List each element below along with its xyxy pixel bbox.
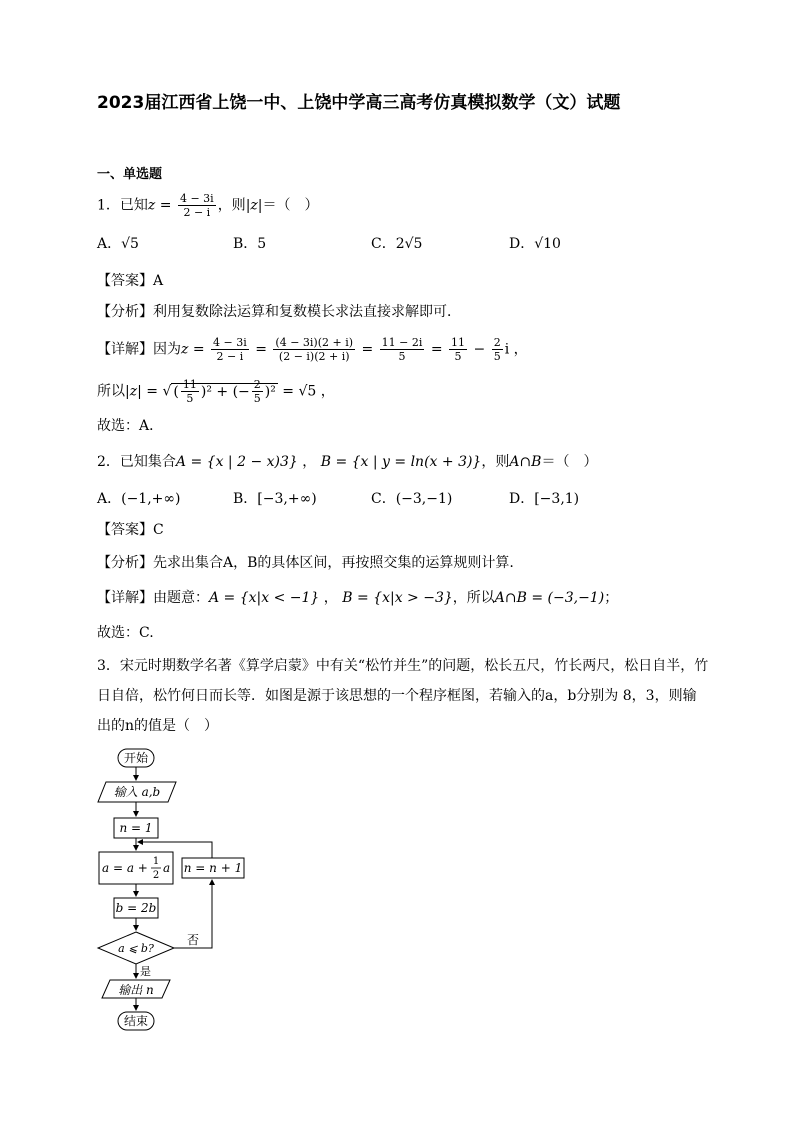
q2-set-a: A = {x | 2 − x)3} bbox=[175, 454, 298, 470]
q1-fraction bbox=[178, 192, 216, 219]
flow-step-a-den: 2 bbox=[152, 870, 160, 881]
q1-option-d: D．√10 bbox=[509, 236, 561, 252]
q2-op: A∩B bbox=[509, 454, 542, 470]
q1-detail-prefix: 因为 bbox=[153, 341, 181, 358]
flow-step-a-left: a = a + bbox=[102, 861, 148, 875]
q1-stem-mid: ，则 bbox=[217, 197, 246, 214]
flow-increment-label: n = n + 1 bbox=[183, 861, 243, 875]
q1-detail-line1: 【详解】因为z = $\frac{4 - 3i}{2 - i}$ = $\frac{(4 - 3i)(2 + i)}{(2 - i)(2 + i)}$ = $\frac{11 - 2i}{5}$ = $\frac{11}{5}$ − $\frac{2}{5}$ i ， bbox=[97, 336, 528, 363]
flow-input-label: 输入 a,b bbox=[113, 785, 161, 799]
q2-analysis bbox=[97, 553, 514, 573]
q2-set-b: B = {x | y = ln(x + 3)} bbox=[320, 454, 482, 470]
answer-tag: 【答案】 bbox=[97, 522, 153, 538]
q1-detail-line2: 所以|z| = √ ( $\frac{11}{5}$ )² + (− $\frac{2}{5}$ )² = √5 ， bbox=[97, 378, 335, 405]
flow-yes-label: 是 bbox=[140, 965, 151, 978]
q1-frac-num: 4 − 3i bbox=[179, 192, 214, 205]
q1-answer bbox=[97, 271, 163, 291]
q2-detail-prefix: 由题意： bbox=[153, 590, 209, 606]
flow-output-label: 输出 n bbox=[118, 983, 154, 997]
q1-stem-prefix: 1．已知 bbox=[97, 197, 148, 214]
analysis-tag: 【分析】 bbox=[97, 555, 153, 571]
page-title: 2023届江西省上饶一中、上饶中学高三高考仿真模拟数学（文）试题 bbox=[97, 93, 621, 113]
q2-detail-result: A∩B = (−3,−1) bbox=[494, 590, 605, 606]
q3-line1: 3．宋元时期数学名著《算学启蒙》中有关“松竹并生”的问题，松长五尺，竹长两尺，松日自半，竹 bbox=[97, 658, 709, 674]
flow-condition-label: a ⩽ b? bbox=[118, 942, 154, 955]
q3-line2: 日自倍，松竹何日而长等．如图是源于该思想的一个程序框图，若输入的a，b分别为 8，3，则输 bbox=[97, 688, 697, 704]
flow-start-label: 开始 bbox=[123, 751, 149, 765]
q1-answer-value: A bbox=[153, 273, 164, 289]
q2-stem: 2．已知集合A = {x | 2 − x)3} ， B = {x | y = ln(x + 3)}，则A∩B＝（ ） bbox=[97, 454, 598, 470]
q2-detail-a: A = {x|x < −1} bbox=[209, 590, 320, 606]
q1-detail-line2-prefix: 所以 bbox=[97, 383, 125, 400]
q2-answer bbox=[97, 520, 164, 540]
q2-stem-suffix: ＝（ ） bbox=[541, 454, 598, 470]
q2-detail-mid: ，所以 bbox=[452, 590, 495, 606]
q1-analysis-text: 利用复数除法运算和复数模长求法直接求解即可． bbox=[153, 304, 461, 320]
q1-frac-den: 2 − i bbox=[183, 206, 211, 219]
q1-option-a: A．√5 bbox=[97, 236, 139, 252]
flow-no-label: 否 bbox=[187, 933, 200, 947]
flow-end-label: 结束 bbox=[123, 1014, 149, 1028]
flow-step-a-num: 1 bbox=[152, 856, 160, 867]
q2-answer-value: C bbox=[153, 522, 164, 538]
answer-tag: 【答案】 bbox=[97, 273, 153, 289]
analysis-tag: 【分析】 bbox=[97, 304, 153, 320]
q1-option-c: C．2√5 bbox=[371, 236, 423, 252]
q2-detail-b: B = {x|x > −3} bbox=[342, 590, 453, 606]
q1-analysis bbox=[97, 302, 461, 322]
q2-option-d: D．[−3,1) bbox=[509, 491, 580, 507]
q1-stem: 1．已知z = $\frac{4 - 3i}{2 - i}$ ，则|z|＝（ ） bbox=[97, 192, 319, 219]
q2-stem-prefix: 2．已知集合 bbox=[97, 454, 176, 470]
q2-option-a: A．(−1,+∞) bbox=[97, 491, 181, 507]
q2-analysis-text: 先求出集合A，B的具体区间，再按照交集的运算规则计算. bbox=[153, 555, 514, 571]
flowchart bbox=[90, 744, 260, 1034]
q1-conclusion: 故选：A． bbox=[97, 418, 164, 434]
q2-detail: 【详解】由题意：A = {x|x < −1} ， B = {x|x > −3}，所以A∩B = (−3,−1)； bbox=[97, 590, 619, 606]
flow-init-label: n = 1 bbox=[119, 821, 153, 835]
q2-conclusion: 故选：C. bbox=[97, 625, 154, 641]
q2-option-c: C．(−3,−1) bbox=[371, 491, 453, 507]
q2-option-b: B．[−3,+∞) bbox=[233, 491, 317, 507]
detail-tag: 【详解】 bbox=[97, 590, 153, 606]
detail-tag: 【详解】 bbox=[97, 341, 153, 358]
q3-line3: 出的n的值是（ ） bbox=[97, 718, 219, 734]
q2-stem-mid: ，则 bbox=[481, 454, 510, 470]
q1-stem-suffix: ＝（ ） bbox=[262, 197, 319, 214]
section-heading: 一、单选题 bbox=[97, 167, 163, 182]
flow-step-b-label: b = 2b bbox=[115, 901, 157, 915]
flow-step-a-right: a bbox=[163, 861, 171, 875]
q1-option-b: B．5 bbox=[233, 236, 267, 252]
